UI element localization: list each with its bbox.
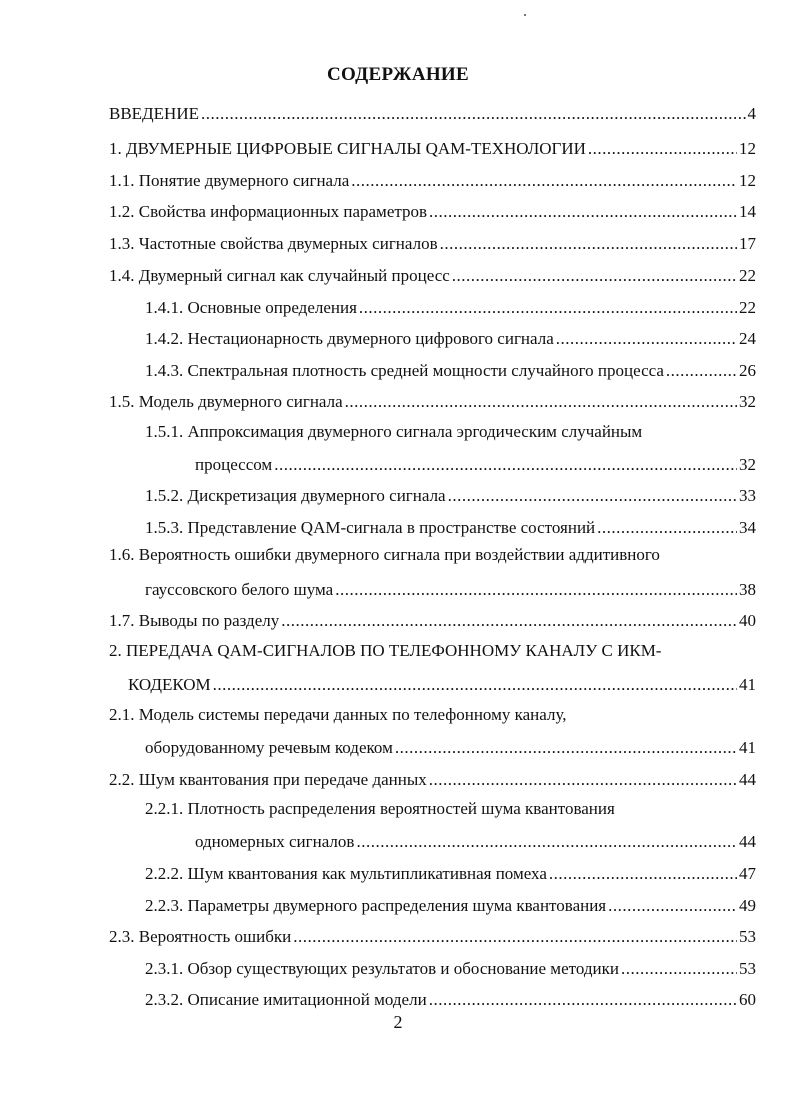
- toc-entry-page: 12: [739, 171, 756, 190]
- toc-entry-label: одномерных сигналов: [195, 832, 355, 851]
- toc-entry[interactable]: [128, 671, 756, 695]
- toc-entry[interactable]: [145, 294, 756, 318]
- toc-entry-page: 32: [739, 455, 756, 474]
- toc-entry-first-line: 1.5.1. Аппроксимация двумерного сигнала эргодическим случайным: [145, 422, 643, 441]
- toc-entry[interactable]: [145, 576, 756, 600]
- dot-leader: [274, 455, 737, 475]
- dot-leader: [359, 298, 737, 318]
- toc-entry-page: 49: [739, 896, 756, 915]
- dot-leader: [452, 266, 737, 286]
- toc-entry-label: 1.2. Свойства информационных параметров: [109, 202, 428, 221]
- dot-leader: [621, 959, 737, 979]
- toc-entry[interactable]: [145, 860, 756, 884]
- dot-leader: [440, 234, 737, 254]
- toc-entry[interactable]: [145, 986, 756, 1010]
- toc-entry[interactable]: [109, 923, 756, 947]
- toc-entry-label: 2.2.2. Шум квантования как мультипликативная помеха: [145, 864, 547, 883]
- dot-leader: [345, 392, 737, 412]
- dot-leader: [429, 202, 737, 222]
- toc-entry-page: 53: [739, 959, 756, 978]
- toc-entry-page: 22: [739, 266, 756, 285]
- toc-entry[interactable]: [109, 100, 756, 124]
- toc-entry-page: 53: [739, 927, 756, 946]
- toc-entry-first-line: 2.1. Модель системы передачи данных по телефонному каналу,: [109, 705, 567, 724]
- page-title: СОДЕРЖАНИЕ: [327, 64, 469, 85]
- toc-entry[interactable]: [195, 828, 756, 852]
- toc-entry-label: 2.2. Шум квантования при передаче данных: [109, 770, 427, 789]
- toc-entry-label: 2.3.1. Обзор существующих результатов и обоснование методики: [145, 959, 619, 978]
- toc-entry-label: 1.5.3. Представление QAM-сигнала в пространстве состояний: [145, 518, 596, 537]
- toc-entry-page: 41: [739, 738, 756, 757]
- toc-entry-first-line: 2. ПЕРЕДАЧА QAM-СИГНАЛОВ ПО ТЕЛЕФОННОМУ КАНАЛУ С ИКМ-: [109, 641, 662, 660]
- toc-entry[interactable]: [145, 482, 756, 506]
- toc-entry-first-line: 1.6. Вероятность ошибки двумерного сигнала при воздействии аддитивного: [109, 545, 660, 564]
- toc-entry-page: 32: [739, 392, 756, 411]
- toc-entry-page: 17: [739, 234, 756, 253]
- toc-entry-page: 22: [739, 298, 756, 317]
- toc-entry-page: 38: [739, 580, 756, 599]
- toc-entry-label: гауссовского белого шума: [145, 580, 334, 599]
- page-number: 2: [393, 1012, 403, 1032]
- toc-entry[interactable]: [109, 388, 756, 412]
- toc-entry-label: оборудованному речевым кодеком: [145, 738, 393, 757]
- toc-entry[interactable]: [109, 198, 756, 222]
- scan-speck: [524, 14, 526, 16]
- toc-entry-page: 26: [739, 361, 756, 380]
- dot-leader: [448, 486, 737, 506]
- dot-leader: [213, 675, 737, 695]
- toc-entry-page: 41: [739, 675, 756, 694]
- toc-entry[interactable]: [145, 892, 756, 916]
- toc-entry-label: 1.4.1. Основные определения: [145, 298, 357, 317]
- toc-entry-label: КОДЕКОМ: [128, 675, 211, 694]
- toc-entry[interactable]: [145, 734, 756, 758]
- dot-leader: [201, 104, 746, 124]
- toc-entry-page: 34: [739, 518, 756, 537]
- dot-leader: [429, 990, 737, 1010]
- toc-entry[interactable]: [109, 135, 756, 159]
- toc-entry-page: 47: [739, 864, 756, 883]
- toc-entry[interactable]: [195, 451, 756, 475]
- toc-entry-page: 14: [739, 202, 756, 221]
- toc-entry[interactable]: [145, 955, 756, 979]
- toc-entry-label: 1. ДВУМЕРНЫЕ ЦИФРОВЫЕ СИГНАЛЫ QAM-ТЕХНОЛОГИИ: [109, 139, 586, 158]
- toc-entry[interactable]: [145, 357, 756, 381]
- toc-entry-page: 44: [739, 832, 756, 851]
- toc-entry-page: 40: [739, 611, 756, 630]
- toc-entry-label: 1.4. Двумерный сигнал как случайный процесс: [109, 266, 450, 285]
- toc-entry-label: 1.5.2. Дискретизация двумерного сигнала: [145, 486, 446, 505]
- dot-leader: [597, 518, 737, 538]
- toc-entry-page: 33: [739, 486, 756, 505]
- toc-entry-page: 60: [739, 990, 756, 1009]
- dot-leader: [549, 864, 737, 884]
- toc-entry-page: 12: [739, 139, 756, 158]
- dot-leader: [608, 896, 737, 916]
- toc-entry-label: ВВЕДЕНИЕ: [109, 104, 199, 123]
- toc-entry[interactable]: [145, 514, 756, 538]
- dot-leader: [395, 738, 737, 758]
- toc-entry-label: 1.4.2. Нестационарность двумерного цифрового сигнала: [145, 329, 554, 348]
- toc-entry-label: 1.4.3. Спектральная плотность средней мощности случайного процесса: [145, 361, 664, 380]
- toc-entry[interactable]: [109, 607, 756, 631]
- dot-leader: [335, 580, 737, 600]
- toc-entry[interactable]: [145, 325, 756, 349]
- toc-entry-label: 2.3. Вероятность ошибки: [109, 927, 292, 946]
- dot-leader: [429, 770, 737, 790]
- toc-entry-label: 2.3.2. Описание имитационной модели: [145, 990, 427, 1009]
- toc-entry[interactable]: [109, 766, 756, 790]
- toc-entry[interactable]: [109, 262, 756, 286]
- toc-entry-label: 1.7. Выводы по разделу: [109, 611, 280, 630]
- toc-entry[interactable]: [109, 230, 756, 254]
- toc-entry-label: 1.1. Понятие двумерного сигнала: [109, 171, 350, 190]
- toc-entry-label: 2.2.3. Параметры двумерного распределения шума квантования: [145, 896, 607, 915]
- toc-entry-page: 44: [739, 770, 756, 789]
- dot-leader: [356, 832, 737, 852]
- toc-entry-label: 1.5. Модель двумерного сигнала: [109, 392, 343, 411]
- dot-leader: [293, 927, 737, 947]
- toc-entry[interactable]: [109, 167, 756, 191]
- dot-leader: [351, 171, 737, 191]
- toc-entry-label: 1.3. Частотные свойства двумерных сигналов: [109, 234, 438, 253]
- dot-leader: [588, 139, 737, 159]
- toc-entry-label: процессом: [195, 455, 273, 474]
- dot-leader: [666, 361, 737, 381]
- dot-leader: [281, 611, 737, 631]
- dot-leader: [556, 329, 737, 349]
- toc-entry-first-line: 2.2.1. Плотность распределения вероятностей шума квантования: [145, 799, 615, 818]
- toc-entry-page: 4: [747, 104, 756, 123]
- toc-entry-page: 24: [739, 329, 756, 348]
